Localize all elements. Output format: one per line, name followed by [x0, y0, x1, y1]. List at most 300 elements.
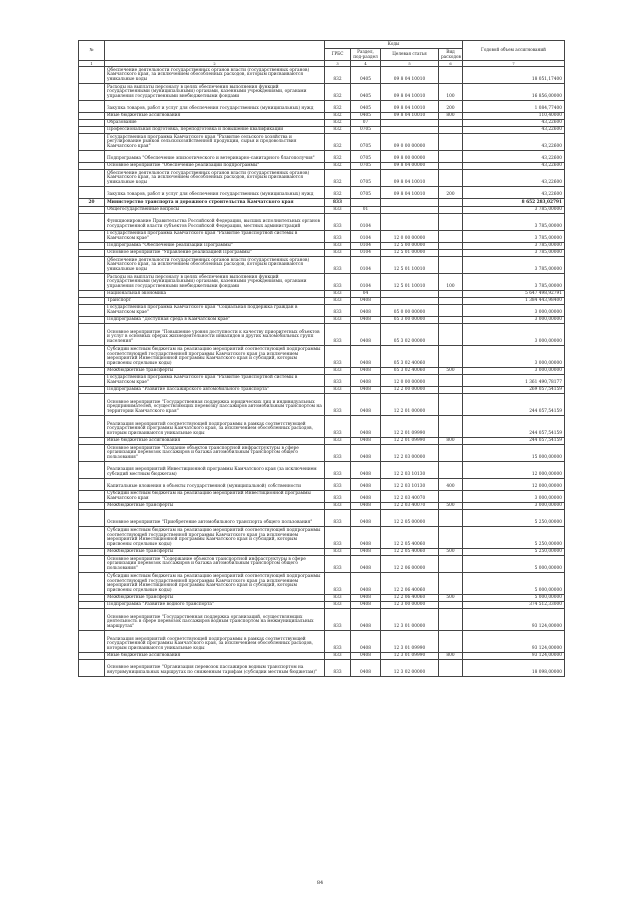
row-target: 12 2 06 40060 [381, 595, 439, 602]
row-expense-type [439, 346, 463, 368]
row-grbs: 833 [325, 324, 351, 346]
table-row [79, 556, 565, 573]
row-expense-type [439, 491, 463, 503]
row-name: Национальная экономика [105, 291, 325, 298]
table-row [79, 84, 565, 101]
table-row [79, 653, 565, 660]
row-section: 0408 [351, 438, 381, 445]
row-amount: 3 785,00000 [463, 274, 565, 291]
row-name: Капитальные вложения в объекты государственной (муниципальной) собственности [105, 479, 325, 491]
row-grbs: 832 [325, 187, 351, 199]
row-number [79, 214, 105, 231]
row-number [79, 243, 105, 250]
row-grbs: 833 [325, 368, 351, 375]
table-row [79, 479, 565, 491]
row-target: 05 0 00 00000 [381, 305, 439, 317]
row-name: Государственная программа Камчатского края "Развитие сельского хозяйства и регулирование рынков сельскохозяйственной продукции, сырья и продовольствия Камчатского края" [105, 134, 325, 151]
row-section: 0104 [351, 243, 381, 250]
row-target: 12 5 01 10010 [381, 274, 439, 291]
row-grbs: 833 [325, 527, 351, 549]
header-target: Целевая статья [381, 49, 439, 61]
row-section: 01 [351, 207, 381, 214]
row-grbs: 832 [325, 120, 351, 127]
row-section: 0408 [351, 660, 381, 677]
row-name: Субсидии местным бюджетам на реализацию мероприятий Инвестиционной программы Камчатского края [105, 491, 325, 503]
table-row [79, 305, 565, 317]
row-amount: 110,40000 [463, 113, 565, 120]
row-grbs: 833 [325, 298, 351, 305]
row-number [79, 127, 105, 134]
row-expense-type: 800 [439, 113, 463, 120]
row-number [79, 387, 105, 394]
row-target: 05 3 02 40060 [381, 346, 439, 368]
row-name: Государственная программа Камчатского края "Социальная поддержка граждан в Камчатском крае" [105, 305, 325, 317]
header-codes: Коды [325, 41, 463, 49]
row-target: 12 2 03 00000 [381, 445, 439, 462]
row-grbs: 832 [325, 163, 351, 170]
row-target: 12 0 00 00000 [381, 375, 439, 387]
table-row [79, 462, 565, 479]
row-amount: 3 000,00000 [463, 324, 565, 346]
header-name [105, 41, 325, 61]
row-expense-type: 500 [439, 368, 463, 375]
table-row [79, 113, 565, 120]
row-target: 12 2 03 10130 [381, 462, 439, 479]
row-name: Общегосударственные вопросы [105, 207, 325, 214]
table-row [79, 199, 565, 207]
row-number [79, 595, 105, 602]
row-grbs: 833 [325, 214, 351, 231]
row-grbs: 832 [325, 127, 351, 134]
row-amount: 93 124,00000 [463, 631, 565, 653]
row-section: 0408 [351, 324, 381, 346]
row-number [79, 120, 105, 127]
row-name: Иные бюджетные ассигнования [105, 438, 325, 445]
row-target [381, 214, 439, 231]
row-section: 0405 [351, 67, 381, 84]
row-amount: 43,22600 [463, 163, 565, 170]
row-section: 0408 [351, 298, 381, 305]
row-target: 09 8 04 00000 [381, 163, 439, 170]
row-amount: 374 512,33000 [463, 602, 565, 609]
row-grbs: 833 [325, 199, 351, 207]
row-section: 0405 [351, 84, 381, 101]
row-grbs: 833 [325, 549, 351, 556]
row-section: 0104 [351, 231, 381, 243]
table-row [79, 243, 565, 250]
row-target [381, 120, 439, 127]
row-grbs: 833 [325, 609, 351, 631]
row-grbs: 833 [325, 660, 351, 677]
row-grbs: 832 [325, 151, 351, 163]
row-grbs: 832 [325, 170, 351, 187]
row-amount: 5 000,00000 [463, 595, 565, 602]
row-grbs: 833 [325, 346, 351, 368]
table-row [79, 416, 565, 438]
row-target [381, 207, 439, 214]
row-amount: 3 000,00000 [463, 503, 565, 510]
table-row [79, 324, 565, 346]
row-grbs: 833 [325, 257, 351, 274]
row-number [79, 324, 105, 346]
row-target: 12 0 00 00000 [381, 231, 439, 243]
row-expense-type [439, 127, 463, 134]
row-grbs: 832 [325, 134, 351, 151]
row-amount: 3 000,00000 [463, 305, 565, 317]
table-row [79, 291, 565, 298]
row-number [79, 368, 105, 375]
row-amount: 5 000,00000 [463, 556, 565, 573]
row-amount: 1 361 490,78177 [463, 375, 565, 387]
row-amount: 43,22600 [463, 134, 565, 151]
row-section: 0408 [351, 602, 381, 609]
row-name: Подпрограмма "Обеспечение эпизоотического и ветеринарно-санитарного благополучия" [105, 151, 325, 163]
table-row [79, 231, 565, 243]
row-expense-type [439, 67, 463, 84]
header-num: № [79, 41, 105, 61]
row-name: Расходы на выплаты персоналу в целях обеспечения выполнения функций государственными (муниципальными) органами, казенными учреждениями, органами управления государственными внебюджетными фондами [105, 84, 325, 101]
row-grbs: 833 [325, 274, 351, 291]
row-name: Межбюджетные трансферты [105, 595, 325, 602]
row-expense-type: 100 [439, 84, 463, 101]
page-number: 84 [316, 880, 324, 886]
row-name: Основное мероприятие "Приобретение автомобильного транспорта общего пользования" [105, 510, 325, 527]
table-row [79, 163, 565, 170]
row-number [79, 257, 105, 274]
table-row [79, 491, 565, 503]
row-target: 09 8 04 10010 [381, 84, 439, 101]
col-number: 4 [351, 61, 381, 67]
row-grbs: 833 [325, 462, 351, 479]
row-number [79, 416, 105, 438]
row-name: Основное мероприятие "Обеспечение реализации подпрограммы" [105, 163, 325, 170]
row-expense-type [439, 231, 463, 243]
row-expense-type: 400 [439, 479, 463, 491]
row-name: Межбюджетные трансферты [105, 503, 325, 510]
row-name: Субсидии местным бюджетам на реализацию мероприятий соответствующей подпрограммы соответствующей государственной программы Камчатского края (за исключением мероприятий Инвестиционной программы Камчатского края и субсидий, которым присвоены отдельные коды) [105, 346, 325, 368]
row-section: 0408 [351, 631, 381, 653]
row-amount: 5 250,00000 [463, 549, 565, 556]
table-row [79, 257, 565, 274]
row-number [79, 346, 105, 368]
row-target: 12 2 01 09990 [381, 416, 439, 438]
col-number: 3 [325, 61, 351, 67]
row-amount: 43,22600 [463, 120, 565, 127]
row-amount: 3 785,00000 [463, 250, 565, 257]
row-grbs: 833 [325, 503, 351, 510]
row-name: Подпрограмма "Обеспечение реализации Программы" [105, 243, 325, 250]
row-amount: 3 785,00000 [463, 243, 565, 250]
row-grbs: 833 [325, 491, 351, 503]
row-section: 0408 [351, 609, 381, 631]
row-expense-type [439, 199, 463, 207]
row-grbs: 833 [325, 479, 351, 491]
row-expense-type [439, 305, 463, 317]
row-expense-type [439, 250, 463, 257]
row-expense-type [439, 163, 463, 170]
row-grbs: 833 [325, 305, 351, 317]
row-grbs: 833 [325, 416, 351, 438]
row-name: Основное мероприятие "Государственная поддержка юридических лиц и индивидуальных предпринимателей, осуществляющих перевозку пассажиров автомобильным транспортом на территории Камчатского края" [105, 394, 325, 416]
header-expense-type: Вид расходов [439, 49, 463, 61]
row-name: Профессиональная подготовка, переподготовка и повышение квалификации [105, 127, 325, 134]
row-section: 0408 [351, 317, 381, 324]
row-number [79, 653, 105, 660]
row-name: Основное мероприятие "Создание объектов транспортной инфраструктуры в сфере организации перевозок пассажиров и багажа автомобильным транспортом общего пользования" [105, 445, 325, 462]
row-amount: 3 000,00000 [463, 346, 565, 368]
table-row [79, 187, 565, 199]
row-expense-type: 500 [439, 595, 463, 602]
col-number: 1 [79, 61, 105, 67]
row-target: 09 8 04 10010 [381, 170, 439, 187]
row-section: 0408 [351, 491, 381, 503]
row-grbs: 832 [325, 113, 351, 120]
row-amount: 16 856,00000 [463, 84, 565, 101]
table-row [79, 151, 565, 163]
row-expense-type [439, 291, 463, 298]
row-expense-type: 800 [439, 653, 463, 660]
row-expense-type [439, 416, 463, 438]
row-expense-type: 200 [439, 101, 463, 113]
row-number [79, 631, 105, 653]
row-target: 12 3 02 00000 [381, 660, 439, 677]
row-number [79, 317, 105, 324]
row-grbs: 833 [325, 595, 351, 602]
row-name: Закупка товаров, работ и услуг для обеспечения государственных (муниципальных) нужд [105, 187, 325, 199]
header-amount: Годовой объем ассигнований [463, 41, 565, 61]
row-target: 12 3 01 00000 [381, 609, 439, 631]
row-number [79, 556, 105, 573]
row-amount: 12 000,00000 [463, 462, 565, 479]
budget-table [78, 40, 565, 677]
row-target: 12 5 01 00000 [381, 250, 439, 257]
table-row [79, 67, 565, 84]
table-row [79, 595, 565, 602]
row-section: 0408 [351, 375, 381, 387]
row-number [79, 503, 105, 510]
col-number: 5 [381, 61, 439, 67]
row-number [79, 163, 105, 170]
row-section: 0705 [351, 170, 381, 187]
row-amount: 18 098,00000 [463, 660, 565, 677]
row-section: 0104 [351, 250, 381, 257]
row-amount: 43,22600 [463, 127, 565, 134]
row-amount: 18 051,17400 [463, 67, 565, 84]
row-amount: 1 384 443,98400 [463, 298, 565, 305]
row-target: 09 0 00 00000 [381, 134, 439, 151]
row-grbs: 832 [325, 67, 351, 84]
row-expense-type [439, 170, 463, 187]
row-section: 0408 [351, 653, 381, 660]
row-number [79, 113, 105, 120]
row-number [79, 549, 105, 556]
row-name: Основное мероприятие "Содержание объектов транспортной инфраструктуры в сфере организации перевозок пассажиров и багажа автомобильным транспортом общего пользования" [105, 556, 325, 573]
row-section: 0705 [351, 163, 381, 170]
row-target: 05 3 02 00000 [381, 324, 439, 346]
row-expense-type [439, 134, 463, 151]
row-number [79, 527, 105, 549]
row-section: 0408 [351, 445, 381, 462]
row-name: Реализация мероприятий Инвестиционной программы Камчатского края (за исключением субсидий местным бюджетам) [105, 462, 325, 479]
row-section: 0408 [351, 595, 381, 602]
row-name: Субсидии местным бюджетам на реализацию мероприятий соответствующей подпрограммы соответствующей государственной программы Камчатского края (за исключением мероприятий Инвестиционной программы Камчатского края и субсидий, которым присвоены отдельные коды) [105, 527, 325, 549]
row-target: 12 2 03 10130 [381, 479, 439, 491]
row-number [79, 298, 105, 305]
table-row [79, 134, 565, 151]
row-number [79, 660, 105, 677]
row-grbs: 833 [325, 573, 351, 595]
row-number [79, 134, 105, 151]
row-grbs: 833 [325, 250, 351, 257]
table-row [79, 573, 565, 595]
row-expense-type [439, 609, 463, 631]
row-number [79, 445, 105, 462]
row-amount: 1 084,77400 [463, 101, 565, 113]
row-expense-type [439, 573, 463, 595]
row-section: 0104 [351, 257, 381, 274]
row-amount: 5 250,00000 [463, 510, 565, 527]
table-row [79, 387, 565, 394]
row-section: 0705 [351, 127, 381, 134]
row-section: 0408 [351, 305, 381, 317]
row-section: 0408 [351, 387, 381, 394]
row-amount: 5 250,00000 [463, 527, 565, 549]
row-section: 07 [351, 120, 381, 127]
row-target: 12 3 01 09990 [381, 631, 439, 653]
row-amount: 3 000,00000 [463, 317, 565, 324]
row-amount: 3 000,00000 [463, 368, 565, 375]
table-header [79, 41, 565, 67]
row-number [79, 207, 105, 214]
row-expense-type [439, 394, 463, 416]
row-grbs: 833 [325, 207, 351, 214]
table-row [79, 602, 565, 609]
table-row [79, 368, 565, 375]
row-amount: 5 647 498,92791 [463, 291, 565, 298]
row-section: 0408 [351, 462, 381, 479]
row-amount: 5 000,00000 [463, 573, 565, 595]
row-grbs: 833 [325, 653, 351, 660]
table-row [79, 438, 565, 445]
table-row [79, 250, 565, 257]
row-section: 0408 [351, 503, 381, 510]
row-amount: 244 057,54159 [463, 416, 565, 438]
row-target: 12 5 00 00000 [381, 243, 439, 250]
row-target: 12 2 05 00000 [381, 510, 439, 527]
row-amount: 12 000,00000 [463, 479, 565, 491]
row-expense-type [439, 375, 463, 387]
row-name: Государственная программа Камчатского края "Развитие транспортной системы в Камчатском крае" [105, 231, 325, 243]
row-section: 0408 [351, 394, 381, 416]
row-target [381, 291, 439, 298]
row-target: 12 2 05 40060 [381, 527, 439, 549]
row-grbs: 833 [325, 556, 351, 573]
row-section: 0408 [351, 416, 381, 438]
row-amount: 43,22600 [463, 187, 565, 199]
table-row [79, 170, 565, 187]
row-expense-type [439, 387, 463, 394]
row-amount: 3 785,00000 [463, 231, 565, 243]
row-amount: 3 785,00000 [463, 207, 565, 214]
table-row [79, 527, 565, 549]
row-expense-type: 100 [439, 274, 463, 291]
table-row [79, 510, 565, 527]
row-section: 0408 [351, 510, 381, 527]
row-name: Межбюджетные трансферты [105, 368, 325, 375]
row-name: Основное мероприятие "Государственная поддержка организаций, осуществляющих деятельность в сфере перевозок пассажиров водным транспортом на межмуниципальных маршрутах" [105, 609, 325, 631]
row-target [381, 199, 439, 207]
row-name: Транспорт [105, 298, 325, 305]
row-grbs: 833 [325, 291, 351, 298]
row-target: 12 2 03 40070 [381, 503, 439, 510]
row-number [79, 170, 105, 187]
row-name: Основное мероприятие "Организация перевозок пассажиров водным транспортом на внутримуниципальных маршрутах по сниженным тарифам (субсидии местным бюджетам)" [105, 660, 325, 677]
row-grbs: 833 [325, 317, 351, 324]
row-number [79, 573, 105, 595]
row-amount: 3 785,00000 [463, 214, 565, 231]
row-target: 12 2 01 09990 [381, 438, 439, 445]
row-section: 04 [351, 291, 381, 298]
row-expense-type [439, 556, 463, 573]
row-section: 0405 [351, 101, 381, 113]
row-amount: 8 652 283,02791 [463, 199, 565, 207]
row-target [381, 127, 439, 134]
row-grbs: 833 [325, 375, 351, 387]
row-name: Обеспечение деятельности государственных органов власти (государственных органов) Камчатского края, за исключением обособленных расходов, которым присваиваются уникальные коды [105, 170, 325, 187]
row-expense-type [439, 324, 463, 346]
row-grbs: 833 [325, 243, 351, 250]
table-row [79, 101, 565, 113]
row-section: 0408 [351, 479, 381, 491]
row-expense-type: 800 [439, 438, 463, 445]
row-expense-type [439, 602, 463, 609]
header-grbs: ГРБС [325, 49, 351, 61]
table-row [79, 660, 565, 677]
row-name: Подпрограмма "Доступная среда в Камчатском крае" [105, 317, 325, 324]
row-number [79, 375, 105, 387]
row-target: 12 2 06 40060 [381, 573, 439, 595]
row-target: 12 3 01 09990 [381, 653, 439, 660]
row-target: 09 8 04 10010 [381, 101, 439, 113]
row-number [79, 510, 105, 527]
row-number [79, 250, 105, 257]
table-row [79, 207, 565, 214]
row-number [79, 394, 105, 416]
row-amount: 244 057,54159 [463, 394, 565, 416]
row-grbs: 833 [325, 387, 351, 394]
table-body [79, 67, 565, 677]
row-target: 12 5 01 10010 [381, 257, 439, 274]
col-number: 7 [463, 61, 565, 67]
row-name: Функционирование Правительства Российской Федерации, высших исполнительных органов государственной власти субъектов Российской Федерации, местных администраций [105, 214, 325, 231]
row-expense-type [439, 527, 463, 549]
row-amount: 93 124,00000 [463, 609, 565, 631]
row-target: 12 2 03 40070 [381, 491, 439, 503]
row-number [79, 305, 105, 317]
row-name: Обеспечение деятельности государственных органов власти (государственных органов) Камчатского края, за исключением обособленных расходов, которым присваиваются уникальные коды [105, 257, 325, 274]
row-target: 12 2 06 00000 [381, 556, 439, 573]
row-target: 05 3 00 00000 [381, 317, 439, 324]
row-grbs: 833 [325, 231, 351, 243]
row-number [79, 101, 105, 113]
row-expense-type [439, 445, 463, 462]
table-row [79, 631, 565, 653]
row-target: 05 3 02 40060 [381, 368, 439, 375]
row-name: Иные бюджетные ассигнования [105, 653, 325, 660]
row-number: 20 [79, 199, 105, 207]
row-grbs: 833 [325, 394, 351, 416]
row-name: Закупка товаров, работ и услуг для обеспечения государственных (муниципальных) нужд [105, 101, 325, 113]
